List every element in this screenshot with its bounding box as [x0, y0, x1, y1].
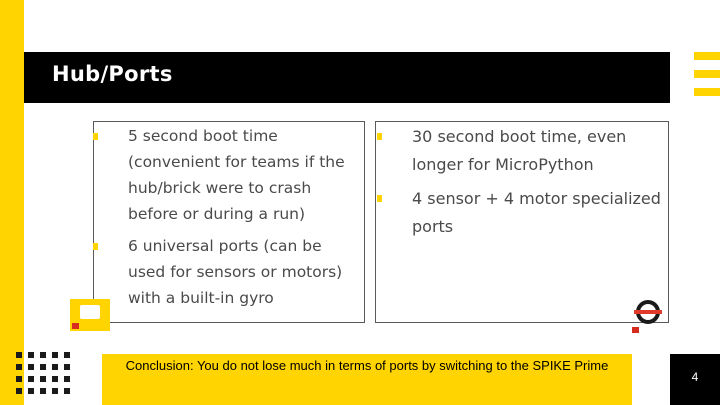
list-item — [377, 185, 665, 241]
right-bullet-list — [377, 123, 665, 247]
slide-title: Hub/Ports — [52, 62, 173, 86]
right-stripe-decoration — [694, 88, 720, 96]
lego-badge-icon — [72, 323, 79, 329]
bullet-icon — [93, 243, 98, 250]
lego-spike-logo-icon — [630, 298, 666, 334]
bullet-text: 30 second boot time, even longer for MicroPython — [412, 127, 627, 174]
list-item — [377, 123, 665, 179]
left-bullet-list — [93, 123, 363, 317]
bullet-icon — [93, 133, 98, 140]
bullet-text: 5 second boot time (convenient for teams if the hub/brick were to crash before or during a run) — [128, 127, 345, 223]
bullet-text: 4 sensor + 4 motor specialized ports — [412, 189, 661, 236]
lego-mindstorms-logo-icon — [70, 299, 110, 331]
brick-icon — [80, 305, 100, 319]
list-item — [93, 123, 363, 227]
bar-icon — [634, 310, 662, 314]
conclusion-text: Conclusion: You do not lose much in terms of ports by switching to the SPIKE Prime — [125, 358, 609, 373]
left-stripe-decoration — [0, 88, 14, 96]
bullet-icon — [377, 133, 382, 140]
right-stripe-decoration — [694, 52, 720, 60]
lego-badge-icon — [632, 327, 639, 333]
bullet-text: 6 universal ports (can be used for sensors or motors) with a built-in gyro — [128, 237, 343, 307]
bullet-icon — [377, 195, 382, 202]
page-number: 4 — [691, 370, 699, 384]
left-stripe-decoration — [0, 70, 14, 78]
right-stripe-decoration — [694, 70, 720, 78]
left-stripe-decoration — [0, 52, 14, 60]
list-item — [93, 233, 363, 311]
